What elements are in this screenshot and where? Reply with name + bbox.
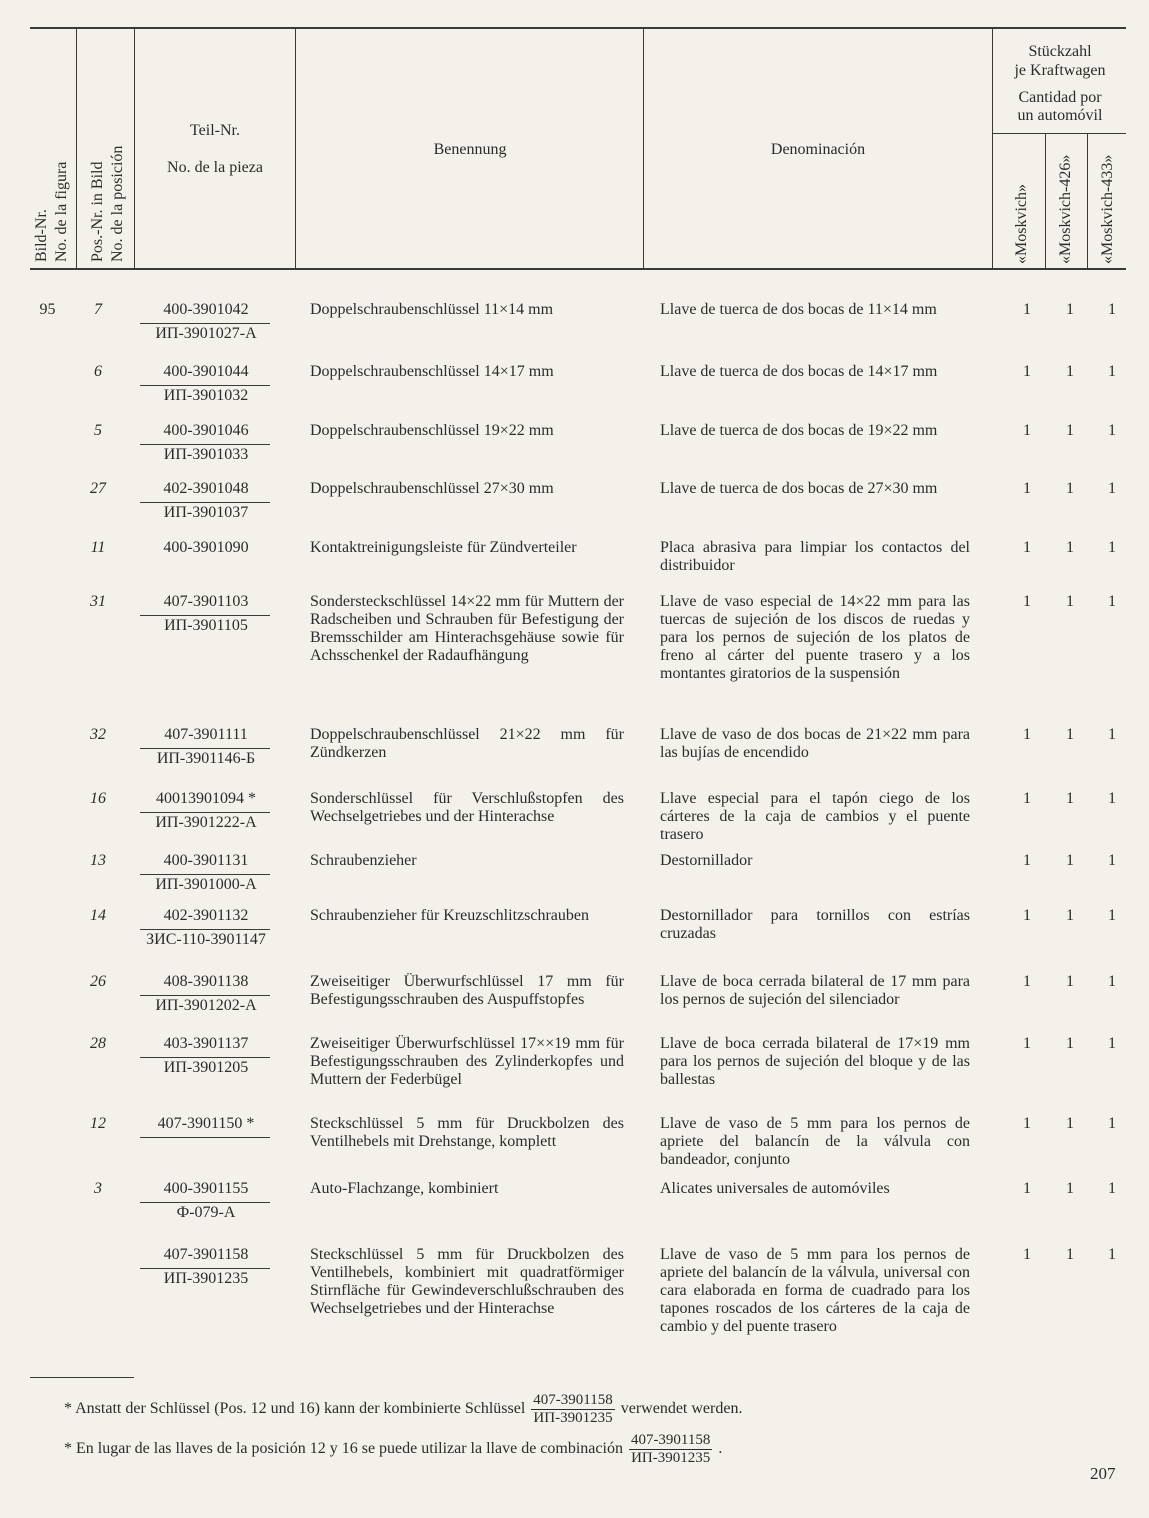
qty-moskvich-433: 1 [1108, 1180, 1116, 1197]
part-number: 402-3901048 [163, 480, 249, 497]
qty-moskvich-426: 1 [1066, 480, 1074, 497]
position-number: 26 [90, 973, 106, 990]
description-spanish: Llave de boca cerrada bilateral de 17 mm para los pernos de sujeción del silenciador [660, 973, 970, 1008]
description-german: Schraubenzieher für Kreuzschlitzschrauben [310, 907, 589, 924]
part-number: 403-3901137 [163, 1035, 249, 1052]
description-german: Sonderschlüssel für Verschlußstopfen des Wechselgetriebes und der Hinterachse [310, 790, 624, 825]
header-model-moskvich-433: «Moskvich-433» [1099, 154, 1116, 264]
position-number: 13 [90, 852, 106, 869]
description-spanish: Llave de tuerca de dos bocas de 14×17 mm [660, 363, 938, 380]
part-number-separator [140, 502, 270, 503]
footnote-german [64, 1392, 742, 1427]
footnote-german-text: * Anstatt der Schlüssel (Pos. 12 und 16) kann der kombinierte Schlüssel [64, 1400, 526, 1418]
qty-moskvich-433: 1 [1108, 1115, 1116, 1132]
qty-moskvich-426: 1 [1066, 422, 1074, 439]
qty-moskvich-426: 1 [1066, 973, 1074, 990]
header-no-pieza: No. de la pieza [167, 159, 263, 176]
header-un-automovil: un automóvil [1017, 107, 1103, 124]
header-benennung: Benennung [433, 141, 507, 158]
description-german: Doppelschraubenschlüssel 21×22 mm für Zündkerzen [310, 726, 624, 761]
description-spanish: Llave de vaso de dos bocas de 21×22 mm para las bujías de encendido [660, 726, 970, 761]
header-pos-nr: Pos.-Nr. in Bild [89, 161, 106, 262]
alternate-part-number: ИП-3901033 [163, 446, 249, 463]
alternate-part-number: ИП-3901205 [163, 1059, 249, 1076]
header-divider [1045, 134, 1046, 268]
qty-moskvich-433: 1 [1108, 973, 1116, 990]
alternate-part-number: ИП-3901146-Б [156, 750, 256, 767]
description-german: Steckschlüssel 5 mm für Druckbolzen des Ventilhebels mit Drehstange, komplett [310, 1115, 624, 1150]
qty-moskvich-426: 1 [1066, 1035, 1074, 1052]
part-number-separator [140, 1202, 270, 1203]
alternate-part-number: ИП-3901037 [163, 504, 249, 521]
part-number-separator [140, 748, 270, 749]
description-german: Doppelschraubenschlüssel 19×22 mm [310, 422, 554, 439]
description-german: Doppelschraubenschlüssel 14×17 mm [310, 363, 554, 380]
qty-moskvich-433: 1 [1108, 1246, 1116, 1263]
qty-moskvich-426: 1 [1066, 539, 1074, 556]
description-spanish: Llave de vaso de 5 mm para los pernos de apriete del balancín de la válvula con bandeador, conjunto [660, 1115, 970, 1168]
qty-moskvich-433: 1 [1108, 1035, 1116, 1052]
description-spanish: Llave de tuerca de dos bocas de 11×14 mm [660, 301, 937, 318]
part-number: 407-3901103 [163, 593, 249, 610]
qty-moskvich-433: 1 [1108, 852, 1116, 869]
figure-number: 95 [39, 301, 56, 318]
description-spanish: Llave de tuerca de dos bocas de 27×30 mm [660, 480, 938, 497]
position-number: 32 [90, 726, 106, 743]
position-number: 12 [90, 1115, 106, 1132]
description-spanish: Llave especial para el tapón ciego de los cárteres de la caja de cambios y el puente trasero [660, 790, 970, 843]
qty-moskvich: 1 [1023, 1246, 1031, 1263]
part-number: 407-3901150 * [157, 1115, 255, 1132]
part-number: 407-3901158 [163, 1246, 249, 1263]
header-divider [643, 29, 644, 268]
description-german: Schraubenzieher [310, 852, 417, 869]
qty-moskvich: 1 [1023, 907, 1031, 924]
position-number: 28 [90, 1035, 106, 1052]
part-number-separator [140, 995, 270, 996]
part-number-separator [140, 1137, 270, 1138]
part-number-fraction [629, 1432, 712, 1467]
part-number: 40013901094 * [156, 790, 256, 807]
qty-moskvich-426: 1 [1066, 726, 1074, 743]
part-number-separator [140, 1268, 270, 1269]
part-number-separator [140, 812, 270, 813]
header-denominacion: Denominación [770, 141, 866, 158]
qty-moskvich-433: 1 [1108, 593, 1116, 610]
header-no-posicion: No. de la posición [109, 145, 126, 262]
part-number-separator [140, 385, 270, 386]
description-german: Zweiseitiger Überwurfschlüssel 17××19 mm für Befestigungsschrauben des Zylinderkopfes und Muttern der Federbügel [310, 1035, 624, 1088]
qty-moskvich-426: 1 [1066, 852, 1074, 869]
qty-moskvich-426: 1 [1066, 1180, 1074, 1197]
header-divider [992, 29, 993, 268]
part-number: 408-3901138 [163, 973, 249, 990]
footnote-spanish-text: * En lugar de las llaves de la posición 12 y 16 se puede utilizar la llave de combinación [64, 1440, 623, 1458]
qty-moskvich: 1 [1023, 1115, 1031, 1132]
header-stueckzahl: Stückzahl [1028, 43, 1092, 60]
header-teil-nr: Teil-Nr. [190, 122, 240, 139]
qty-moskvich: 1 [1023, 480, 1031, 497]
part-number-separator [140, 323, 270, 324]
part-number: 400-3901090 [163, 539, 249, 556]
description-spanish: Placa abrasiva para limpiar los contactos del distribuidor [660, 539, 970, 574]
position-number: 5 [94, 422, 102, 439]
part-number-fraction [531, 1392, 614, 1427]
position-number: 14 [90, 907, 106, 924]
part-number: 400-3901155 [163, 1180, 249, 1197]
qty-moskvich-433: 1 [1108, 907, 1116, 924]
qty-moskvich: 1 [1023, 301, 1031, 318]
qty-moskvich: 1 [1023, 363, 1031, 380]
page-number: 207 [1090, 1464, 1116, 1483]
qty-moskvich-433: 1 [1108, 790, 1116, 807]
fraction-numerator: 407-3901158 [630, 1432, 711, 1448]
alternate-part-number: ИП-3901222-А [155, 814, 257, 831]
header-je-kraftwagen: je Kraftwagen [1014, 62, 1106, 79]
position-number: 7 [94, 301, 102, 318]
fraction-denominator: ИП-3901235 [533, 1410, 613, 1426]
alternate-part-number: ИП-3901235 [163, 1270, 249, 1287]
qty-moskvich-433: 1 [1108, 539, 1116, 556]
alternate-part-number: ЗИС-110-3901147 [146, 931, 266, 948]
position-number: 16 [90, 790, 106, 807]
part-number-separator [140, 929, 270, 930]
description-german: Zweiseitiger Überwurfschlüssel 17 mm für Befestigungsschrauben des Auspuffstopfes [310, 973, 624, 1008]
footnote-german-end: verwendet werden. [620, 1400, 743, 1418]
description-german: Doppelschraubenschlüssel 11×14 mm [310, 301, 554, 318]
qty-moskvich: 1 [1023, 973, 1031, 990]
footnote-spanish [64, 1432, 722, 1467]
qty-moskvich-426: 1 [1066, 593, 1074, 610]
qty-moskvich: 1 [1023, 422, 1031, 439]
alternate-part-number: ИП-3901000-А [155, 876, 257, 893]
part-number-separator [140, 874, 270, 875]
header-divider [295, 29, 296, 268]
description-spanish: Llave de vaso de 5 mm para los pernos de apriete del balancín de la válvula, universal con cara elaborada en forma de cuadrado para los tapones roscados de los cárteres de la caja de cambio y del puente trasero [660, 1246, 970, 1335]
qty-moskvich: 1 [1023, 726, 1031, 743]
qty-moskvich-433: 1 [1108, 363, 1116, 380]
qty-moskvich-433: 1 [1108, 301, 1116, 318]
description-german: Sondersteckschlüssel 14×22 mm für Muttern der Radscheiben und Schrauben für Befestigung der Bremsschilder am Hinterachsgehäuse sowie für Achsschenkel der Radaufhängung [310, 593, 624, 664]
qty-moskvich: 1 [1023, 1180, 1031, 1197]
qty-moskvich: 1 [1023, 852, 1031, 869]
qty-moskvich: 1 [1023, 593, 1031, 610]
qty-moskvich-433: 1 [1108, 480, 1116, 497]
qty-moskvich-426: 1 [1066, 1246, 1074, 1263]
qty-moskvich-426: 1 [1066, 363, 1074, 380]
part-number-separator [140, 1057, 270, 1058]
position-number: 27 [90, 480, 106, 497]
description-german: Kontaktreinigungsleiste für Zündverteiler [310, 539, 577, 556]
alternate-part-number: ИП-3901032 [163, 387, 249, 404]
qty-moskvich: 1 [1023, 539, 1031, 556]
description-german: Auto-Flachzange, kombiniert [310, 1180, 499, 1197]
part-number: 400-3901046 [163, 422, 249, 439]
part-number: 400-3901131 [163, 852, 249, 869]
header-model-moskvich-426: «Moskvich-426» [1057, 154, 1074, 264]
header-cantidad: Cantidad por [1018, 89, 1102, 106]
footnote-spanish-end: . [718, 1440, 723, 1458]
qty-moskvich-426: 1 [1066, 790, 1074, 807]
part-number-separator [140, 615, 270, 616]
description-german: Doppelschraubenschlüssel 27×30 mm [310, 480, 554, 497]
qty-moskvich-426: 1 [1066, 907, 1074, 924]
part-number: 402-3901132 [163, 907, 249, 924]
part-number: 400-3901044 [163, 363, 249, 380]
fraction-denominator: ИП-3901235 [631, 1450, 711, 1466]
header-no-figura: No. de la figura [53, 161, 70, 262]
fraction-numerator: 407-3901158 [533, 1392, 613, 1408]
part-number: 400-3901042 [163, 301, 249, 318]
header-divider [1087, 134, 1088, 268]
qty-moskvich: 1 [1023, 1035, 1031, 1052]
description-spanish: Destornillador [660, 852, 753, 869]
alternate-part-number: ИП-3901202-А [155, 997, 257, 1014]
footnote-rule [30, 1377, 134, 1378]
part-number-separator [140, 444, 270, 445]
description-spanish: Alicates universales de automóviles [660, 1180, 890, 1197]
header-bild-nr: Bild-Nr. [33, 209, 50, 262]
description-spanish: Llave de tuerca de dos bocas de 19×22 mm [660, 422, 938, 439]
header-divider [134, 29, 135, 268]
part-number: 407-3901111 [164, 726, 248, 743]
description-spanish: Llave de vaso especial de 14×22 mm para las tuercas de sujeción de los discos de ruedas y para los pernos de sujeción de los platos de freno al cárter del puente trasero y a los montantes giratorios de la suspensión [660, 593, 970, 682]
header-divider [76, 29, 77, 268]
position-number: 3 [94, 1180, 102, 1197]
qty-moskvich-433: 1 [1108, 726, 1116, 743]
alternate-part-number: ИП-3901105 [164, 617, 248, 634]
qty-moskvich-426: 1 [1066, 301, 1074, 318]
header-bottom-rule [30, 268, 1126, 270]
header-model-moskvich: «Moskvich» [1013, 184, 1030, 264]
description-german: Steckschlüssel 5 mm für Druckbolzen des Ventilhebels, kombiniert mit quadratförmiger Stirnfläche für Gewindeverschlußschrauben des Wechselgetriebes und der Hinterachse [310, 1246, 624, 1317]
qty-moskvich: 1 [1023, 790, 1031, 807]
description-spanish: Llave de boca cerrada bilateral de 17×19 mm para los pernos de sujeción del bloque y de las ballestas [660, 1035, 970, 1088]
position-number: 31 [90, 593, 106, 610]
alternate-part-number: Ф-079-А [176, 1204, 236, 1221]
alternate-part-number: ИП-3901027-А [155, 325, 257, 342]
header-top-rule [30, 27, 1126, 29]
description-spanish: Destornillador para tornillos con estrías cruzadas [660, 907, 970, 942]
qty-subheader-rule [992, 133, 1126, 134]
qty-moskvich-426: 1 [1066, 1115, 1074, 1132]
position-number: 6 [94, 363, 102, 380]
qty-moskvich-433: 1 [1108, 422, 1116, 439]
position-number: 11 [90, 539, 106, 556]
